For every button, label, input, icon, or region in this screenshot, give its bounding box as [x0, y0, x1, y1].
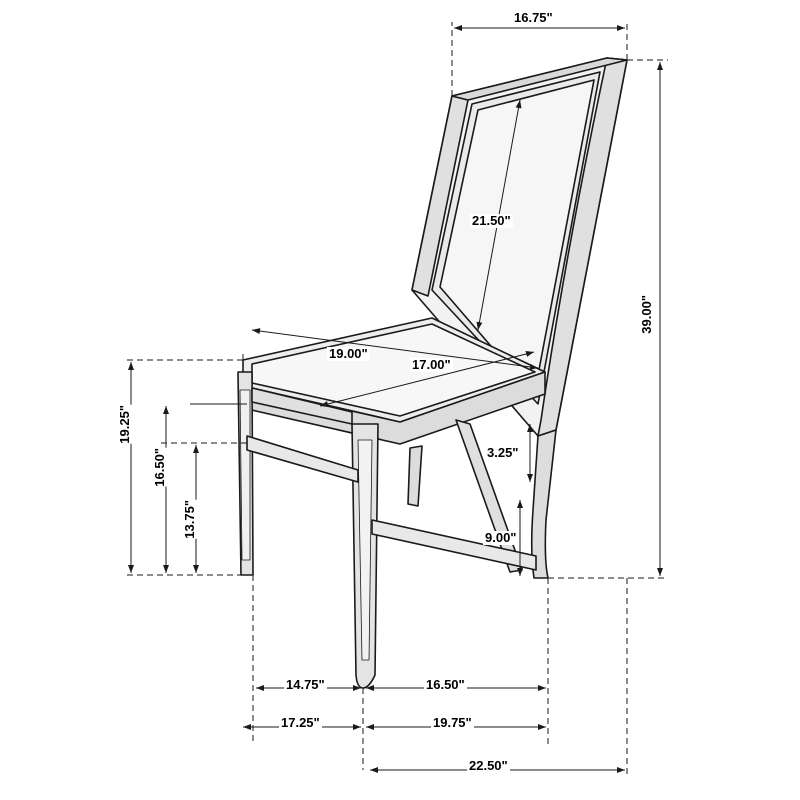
dim-label-overall-height: 39.00" — [639, 295, 654, 334]
dim-label-back-height: 21.50" — [472, 213, 511, 228]
dim-label-seat-height-back: 19.25" — [117, 405, 132, 444]
chair-rear-left-leg — [238, 372, 253, 575]
dim-label-seat-depth: 19.00" — [329, 346, 368, 361]
dim-label-rail-height-mid: 16.50" — [152, 448, 167, 487]
dim-label-back-width: 16.75" — [514, 10, 553, 25]
chair-illustration — [238, 58, 627, 688]
dim-label-seat-thickness: 3.25" — [487, 445, 519, 460]
dim-label-rear-leg-spread: 16.50" — [426, 677, 465, 692]
chair-side-stretcher — [247, 436, 358, 482]
dim-label-front-depth: 17.25" — [281, 715, 320, 730]
dim-label-side-rail-height: 9.00" — [485, 530, 517, 545]
chair-front-left-leg — [352, 424, 378, 688]
dim-label-overall-depth: 22.50" — [469, 758, 508, 773]
dim-label-rear-depth: 19.75" — [433, 715, 472, 730]
chair-brace — [408, 446, 422, 506]
dim-label-stretcher-height: 13.75" — [182, 500, 197, 539]
dim-label-front-leg-spread: 14.75" — [286, 677, 325, 692]
dim-label-seat-width: 17.00" — [412, 357, 451, 372]
